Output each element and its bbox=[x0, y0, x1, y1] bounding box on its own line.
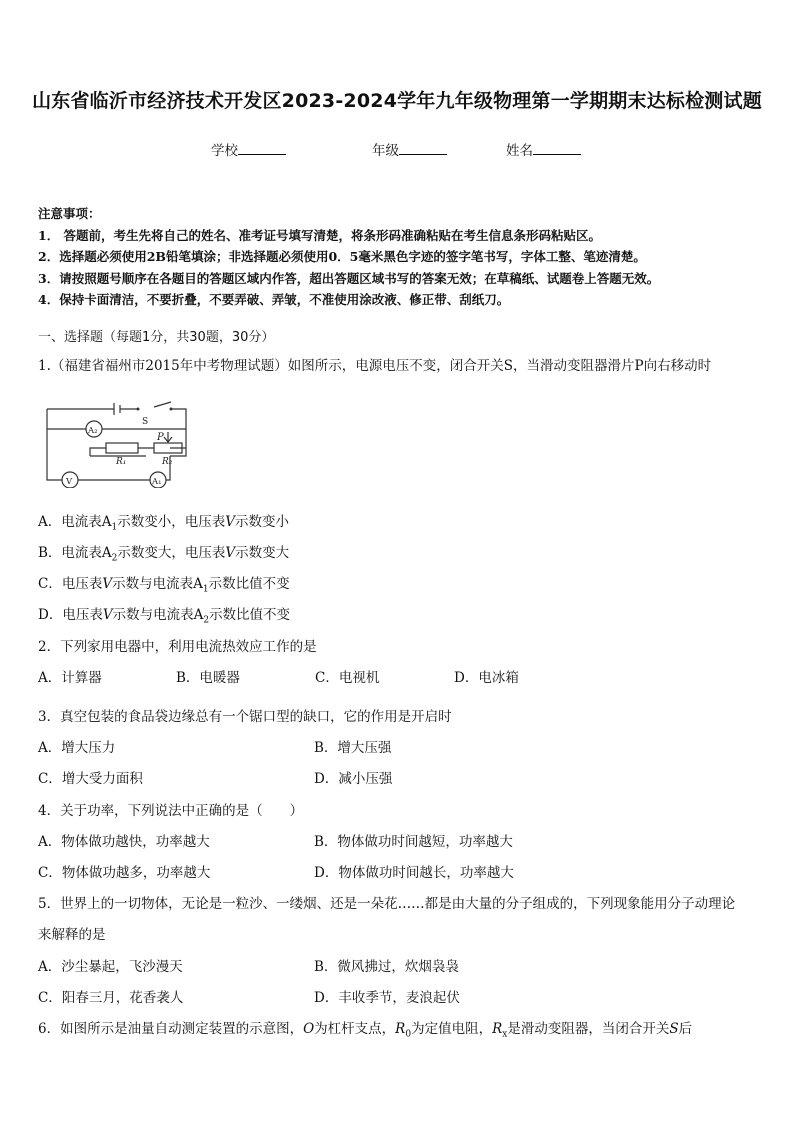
q6-stem: 6．如图所示是油量自动测定装置的示意图，O为杠杆支点，$R_0$为定值电阻，$R_x$是滑动变阻器，当闭合开关S后 bbox=[38, 1021, 693, 1040]
ammeter-a2-label: A₂ bbox=[88, 426, 98, 436]
q1-option-d[interactable]: D．电压表V示数与电流表$A_2$示数比值不变 bbox=[38, 607, 291, 626]
grade-label: 年级 bbox=[372, 143, 399, 159]
note-item: 2．选择题必须使用2B铅笔填涂；非选择题必须使用0．5毫米黑色字迹的签字笔书写，字体工整、笔迹清楚。 bbox=[38, 249, 646, 264]
q3-option-c[interactable]: C．增大受力面积 bbox=[38, 771, 143, 787]
ammeter-a1-label: A₁ bbox=[152, 477, 162, 487]
name-field bbox=[506, 139, 581, 159]
slider-p-label: P bbox=[157, 432, 164, 443]
q2-option-d[interactable]: D．电冰箱 bbox=[454, 670, 519, 686]
q4-stem: 4．关于功率，下列说法中正确的是（ ） bbox=[38, 803, 304, 819]
section-heading: 一、选择题（每题1分，共30题，30分） bbox=[38, 330, 275, 345]
exam-title: 山东省临沂市经济技术开发区2023-2024学年九年级物理第一学期期末达标检测试题 bbox=[32, 90, 762, 112]
school-blank[interactable] bbox=[238, 142, 286, 155]
q1-option-c[interactable]: C．电压表V示数与电流表$A_1$示数比值不变 bbox=[38, 576, 290, 595]
r1-label: R₁ bbox=[116, 457, 127, 467]
switch-contact bbox=[170, 408, 173, 411]
grade-field bbox=[372, 139, 447, 159]
q5-option-d[interactable]: D．丰收季节，麦浪起伏 bbox=[314, 990, 460, 1006]
note-item: 4．保持卡面清洁，不要折叠，不要弄破、弄皱，不准使用涂改液、修正带、刮纸刀。 bbox=[38, 292, 510, 307]
q5-option-c[interactable]: C．阳春三月，花香袭人 bbox=[38, 990, 184, 1006]
q4-option-b[interactable]: B．物体做功时间越短，功率越大 bbox=[314, 834, 513, 850]
q1-option-a[interactable]: A．电流表$A_1$示数变小，电压表V示数变小 bbox=[38, 514, 289, 533]
q2-option-a[interactable]: A．计算器 bbox=[38, 670, 102, 686]
q1-stem: 1.（福建省福州市2015年中考物理试题）如图所示，电源电压不变，闭合开关S，当滑动变阻器滑片P向右移动时 bbox=[38, 358, 712, 374]
notes-block bbox=[38, 203, 758, 311]
q2-stem: 2．下列家用电器中，利用电流热效应工作的是 bbox=[38, 639, 317, 655]
q2-option-c[interactable]: C．电视机 bbox=[315, 670, 380, 686]
q5-option-b[interactable]: B．微风拂过，炊烟袅袅 bbox=[314, 959, 459, 975]
circuit-diagram bbox=[42, 396, 192, 488]
q4-option-d[interactable]: D．物体做功时间越长，功率越大 bbox=[314, 865, 514, 881]
q1-option-b[interactable]: B．电流表$A_2$示数变大，电压表V示数变大 bbox=[38, 545, 290, 564]
q4-option-a[interactable]: A．物体做功越快，功率越大 bbox=[38, 834, 210, 850]
q3-option-a[interactable]: A．增大压力 bbox=[38, 740, 116, 756]
q4-option-c[interactable]: C．物体做功越多，功率越大 bbox=[38, 865, 211, 881]
q3-stem: 3．真空包装的食品袋边缘总有一个锯口型的缺口，它的作用是开启时 bbox=[38, 709, 452, 725]
name-blank[interactable] bbox=[533, 142, 581, 155]
switch-contact bbox=[137, 408, 140, 411]
r2-label: R₂ bbox=[162, 457, 173, 467]
q5-option-a[interactable]: A．沙尘暴起，飞沙漫天 bbox=[38, 959, 183, 975]
school-label: 学校 bbox=[211, 143, 238, 159]
school-field bbox=[211, 139, 286, 159]
switch-label: S bbox=[142, 417, 149, 427]
voltmeter-label: V bbox=[66, 477, 73, 487]
q3-option-d[interactable]: D．减小压强 bbox=[314, 771, 393, 787]
grade-blank[interactable] bbox=[399, 142, 447, 155]
note-item: 1． 答题前，考生先将自己的姓名、准考证号填写清楚，将条形码准确粘贴在考生信息条形码粘贴区。 bbox=[38, 227, 602, 243]
name-label: 姓名 bbox=[506, 143, 533, 159]
note-item: 3．请按照题号顺序在各题目的答题区域内作答，超出答题区域书写的答案无效；在草稿纸、试题卷上答题无效。 bbox=[38, 270, 660, 286]
q5-stem: 5．世界上的一切物体，无论是一粒沙、一缕烟、还是一朵花……都是由大量的分子组成的，下列现象能用分子动理论 bbox=[38, 896, 736, 912]
q2-option-b[interactable]: B．电暖器 bbox=[176, 670, 240, 686]
notes-heading: 注意事项： bbox=[38, 206, 101, 221]
q5-stem-cont: 来解释的是 bbox=[38, 927, 106, 943]
q3-option-b[interactable]: B．增大压强 bbox=[314, 740, 392, 756]
